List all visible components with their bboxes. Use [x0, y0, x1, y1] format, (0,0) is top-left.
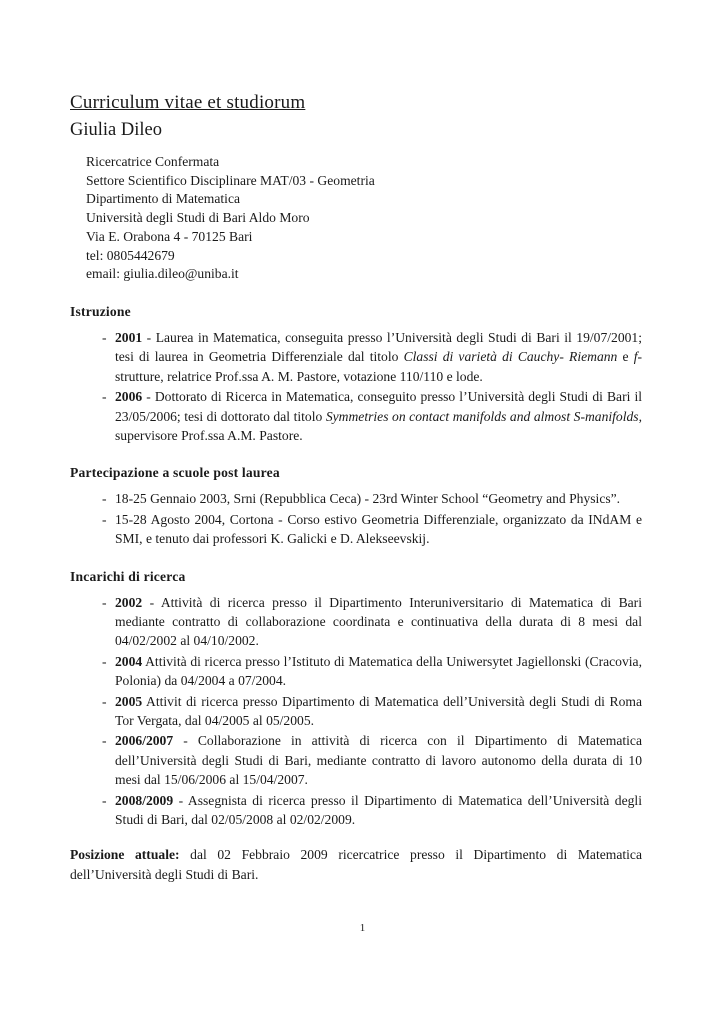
- section-heading-incarichi: Incarichi di ricerca: [70, 568, 186, 584]
- list-item: - 15-28 Agosto 2004, Cortona - Corso estivo Geometria Differenziale, organizzato da INdAM e SMI, e tenuto dai professori K. Galicki e D. Alekseevskij.: [102, 511, 642, 547]
- item-text: Attivit di ricerca presso Dipartimento di Matematica dell’Università degli Studi di Roma Tor Vergata, dal 04/2005 al 05/2005.: [115, 693, 642, 729]
- contact-address: Via E. Orabona 4 - 70125 Bari: [86, 228, 253, 244]
- item-text: - Assegnista di ricerca presso il Dipartimento di Matematica dell’Università degli Studi di Bari, dal 02/05/2008 al 02/02/2009.: [115, 792, 642, 828]
- list-item: - 18-25 Gennaio 2003, Srni (Repubblica Ceca) - 23rd Winter School “Geometry and Physics”.: [102, 491, 621, 507]
- item-text: e: [617, 349, 634, 365]
- istruzione-list: [70, 328, 642, 445]
- section-heading-scuole: Partecipazione a scuole post laurea: [70, 465, 280, 481]
- contact-department: Dipartimento di Matematica: [86, 191, 241, 207]
- item-text: 18-25 Gennaio 2003, Srni (Repubblica Ceca) - 23rd Winter School “Geometry and Physics”.: [115, 491, 621, 507]
- current-position-label: Posizione attuale:: [70, 847, 180, 863]
- document-title: Curriculum vitae et studiorum: [70, 92, 306, 113]
- list-item: - 2005 Attivit di ricerca presso Dipartimento di Matematica dell’Università degli Studi di Roma Tor Vergata, dal 04/2005 al 05/2005.: [102, 693, 642, 729]
- thesis-title: Classi di varietà di Cauchy- Riemann: [403, 349, 618, 365]
- item-italic: f: [633, 349, 638, 365]
- list-item: - 2001 - Laurea in Matematica, conseguita presso l’Università degli Studi di Bari il 19/07/2001; tesi di laurea in Geometria Differenziale dal titolo Classi di varietà di Cauchy- Riemann e f-strutture, relatrice Prof.ssa A. M. Pastore, votazione 110/110 e lode.: [102, 329, 642, 384]
- item-year: 2002: [115, 594, 143, 610]
- item-text: 15-28 Agosto 2004, Cortona - Corso estivo Geometria Differenziale, organizzato da INdAM e SMI, e tenuto dai professori K. Galicki e D. Alekseevskij.: [115, 511, 642, 547]
- incarichi-list: [70, 593, 642, 830]
- list-item: - 2004 Attività di ricerca presso l’Istituto di Matematica della Uniwersytet Jagiellonski (Cracovia, Polonia) da 04/2004 a 07/2004.: [102, 653, 642, 689]
- contact-email: email: giulia.dileo@uniba.it: [86, 266, 239, 282]
- cv-page: [70, 92, 642, 884]
- current-position: [70, 845, 642, 884]
- item-year: 2008/2009: [115, 792, 174, 808]
- list-item: - 2006 - Dottorato di Ricerca in Matematica, conseguito presso l’Università degli Studi di Bari il 23/05/2006; tesi di dottorato dal titolo Symmetries on contact manifolds and almost S-manifolds, supervisore Prof.ssa A.M. Pastore.: [102, 389, 642, 443]
- thesis-title: Symmetries on contact manifolds and almost S-manifolds: [325, 408, 639, 424]
- item-text: - Dottorato di Ricerca in Matematica, conseguito presso l’Università degli Studi di Bari il 23/05/2006; tesi di dottorato dal titolo: [115, 389, 642, 424]
- person-name: Giulia Dileo: [70, 120, 162, 140]
- contact-university: Università degli Studi di Bari Aldo Moro: [86, 210, 310, 226]
- item-year: 2001: [115, 329, 143, 345]
- list-item: - 2006/2007 - Collaborazione in attività di ricerca con il Dipartimento di Matematica dell’Università degli Studi di Bari, mediante contratto di lavoro autonomo della durata di 10 mesi dal 15/06/2006 al 15/04/2007.: [102, 733, 642, 788]
- list-item: - 2008/2009 - Assegnista di ricerca presso il Dipartimento di Matematica dell’Università degli Studi di Bari, dal 02/05/2008 al 02/02/2009.: [102, 792, 642, 828]
- item-year: 2006/2007: [115, 733, 174, 749]
- item-text: - Laurea in Matematica, conseguita presso l’Università degli Studi di Bari il 19/07/2001; tesi di laurea in Geometria Differenziale dal titolo: [115, 329, 642, 365]
- item-text: , supervisore Prof.ssa A.M. Pastore.: [115, 408, 642, 443]
- item-year: 2006: [115, 389, 143, 405]
- item-text: - Collaborazione in attività di ricerca con il Dipartimento di Matematica dell’Università degli Studi di Bari, mediante contratto di lavoro autonomo della durata di 10 mesi dal 15/06/2006 al 15/04/2007.: [115, 733, 642, 788]
- section-heading-istruzione: Istruzione: [70, 303, 131, 319]
- item-year: 2004: [115, 653, 143, 669]
- item-text: - Attività di ricerca presso il Dipartimento Interuniversitario di Matematica di Bari mediante contratto di collaborazione coordinata e continuativa della durata di 8 mesi dal 04/02/2002 al 04/10/2002.: [115, 594, 642, 649]
- contact-role: Ricercatrice Confermata: [86, 154, 220, 169]
- contact-block: [86, 153, 642, 284]
- item-year: 2005: [115, 693, 143, 709]
- current-position-text: dal 02 Febbraio 2009 ricercatrice presso il Dipartimento di Matematica dell’Università degli Studi di Bari.: [70, 847, 642, 882]
- contact-sector: Settore Scientifico Disciplinare MAT/03 - Geometria: [86, 172, 375, 188]
- item-text: -strutture, relatrice Prof.ssa A. M. Pastore, votazione 110/110 e lode.: [115, 349, 642, 384]
- page-number: 1: [359, 922, 366, 934]
- item-text: Attività di ricerca presso l’Istituto di Matematica della Uniwersytet Jagiellonski (Cracovia, Polonia) da 04/2004 a 07/2004.: [115, 653, 642, 689]
- scuole-list: [70, 489, 642, 548]
- contact-phone: tel: 0805442679: [86, 247, 175, 263]
- list-item: - 2002 - Attività di ricerca presso il Dipartimento Interuniversitario di Matematica di Bari mediante contratto di collaborazione coordinata e continuativa della durata di 8 mesi dal 04/02/2002 al 04/10/2002.: [102, 594, 642, 649]
